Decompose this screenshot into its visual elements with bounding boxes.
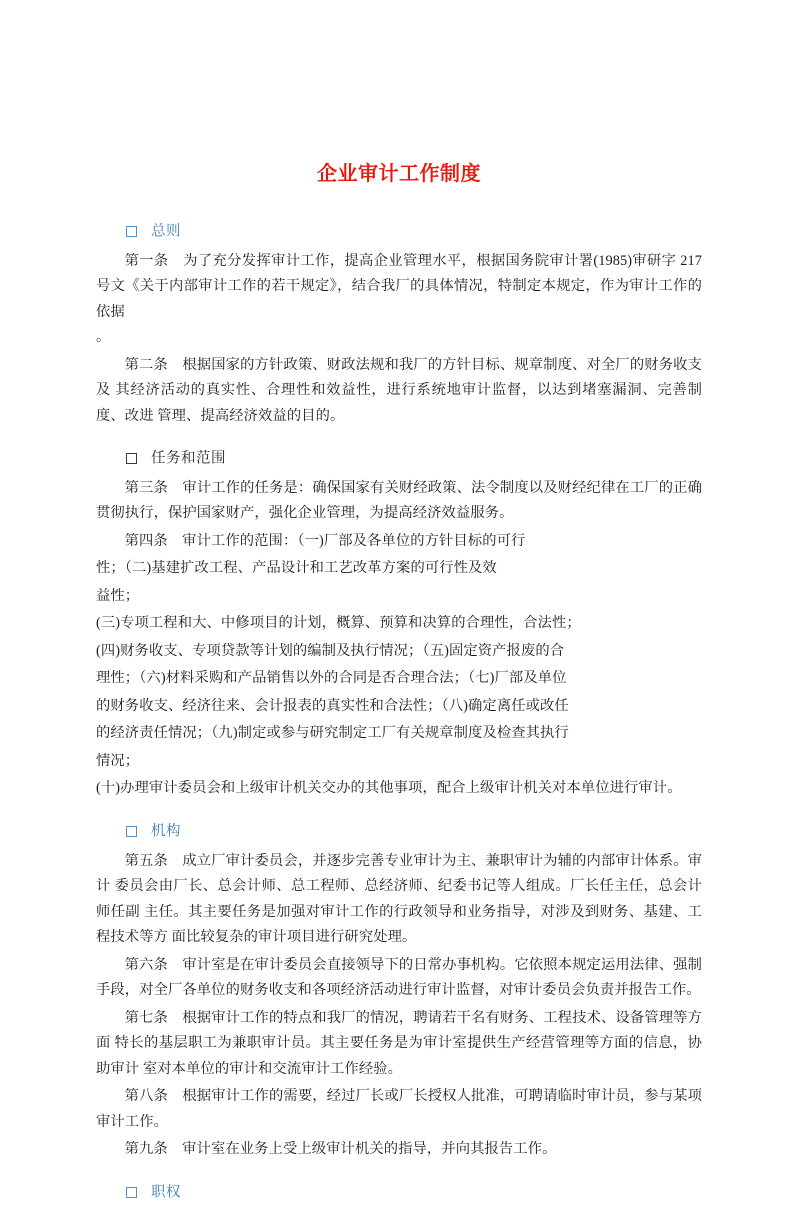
paragraph: 第一条 为了充分发挥审计工作，提高企业管理水平，根据国务院审计署(1985)审研字 217 号文《关于内部审计工作的若干规定》，结合我厂的具体情况，特制定本规定，作为审计工作的依据 — [96, 252, 702, 320]
section-heading-label: 职权 — [151, 1184, 181, 1201]
page-title: 企业审计工作制度 — [317, 161, 481, 185]
paragraph: (三)专项工程和大、中修项目的计划，概算、预算和决算的合理性，合法性； — [96, 615, 581, 632]
square-outline-icon — [126, 226, 137, 237]
section-heading-label: 机构 — [151, 823, 181, 840]
section-heading-label: 总则 — [151, 223, 181, 240]
section-jigou — [96, 820, 702, 1163]
paragraph: (四)财务收支、专项贷款等计划的编制及执行情况；（五)固定资产报废的合 — [96, 642, 565, 659]
paragraph: 第四条 审计工作的范围：（一)厂部及各单位的方针目标的可行 — [124, 532, 526, 549]
paragraph: 第六条 审计室是在审计委员会直接领导下的日常办事机构。它依照本规定运用法律、强制手段，对全厂各单位的财务收支和各项经济活动进行审计监督，对审计委员会负责并报告工作。 — [96, 956, 702, 999]
square-outline-icon — [126, 453, 137, 464]
paragraph: 。 — [96, 329, 111, 346]
section-heading-jigou — [96, 820, 702, 843]
section-zongze — [96, 220, 702, 429]
document-body — [96, 160, 702, 1209]
paragraph: 第三条 审计工作的任务是：确保国家有关财经政策、法令制度以及财经纪律在工厂的正确贯彻执行，保护国家财产，强化企业管理，为提高经济效益服务。 — [96, 479, 702, 522]
paragraph: 情况； — [96, 752, 140, 769]
section-heading-zhiquan — [96, 1181, 702, 1204]
section-heading-label: 任务和范围 — [151, 450, 226, 467]
paragraph: 的经济责任情况；（九)制定或参与研究制定工厂有关规章制度及检查其执行 — [96, 725, 569, 742]
paragraph: 第九条 审计室在业务上受上级审计机关的指导，并向其报告工作。 — [124, 1141, 557, 1158]
paragraph: 的财务收支、经济往来、会计报表的真实性和合法性；（八)确定离任或改任 — [96, 697, 569, 714]
paragraph: 第八条 根据审计工作的需要，经过厂长或厂长授权人批准，可聘请临时审计员，参与某项审计工作。 — [96, 1088, 702, 1130]
section-renwuhefanwei — [96, 447, 702, 802]
paragraph: 理性；（六)材料采购和产品销售以外的合同是否合理合法；（七)厂部及单位 — [96, 670, 567, 687]
paragraph: 第七条 根据审计工作的特点和我厂的情况，聘请若干名有财务、工程技术、设备管理等方面 特长的基层职工为兼职审计员。其主要任务是为审计室提供生产经营管理等方面的信息，协助审计 室对本单位的审计和交流审计工作经验。 — [96, 1009, 702, 1077]
paragraph: 第二条 根据国家的方针政策、财政法规和我厂的方针目标、规章制度、对全厂的财务收支及 其经济活动的真实性、合理性和效益性，进行系统地审计监督，以达到堵塞漏洞、完善制度、改进 管理、提高经济效益的目的。 — [96, 356, 702, 424]
section-zhiquan — [96, 1181, 702, 1204]
section-heading-renwuhefanwei — [96, 447, 702, 470]
square-outline-icon — [126, 826, 137, 837]
paragraph: 第五条 成立厂审计委员会，并逐步完善专业审计为主、兼职审计为辅的内部审计体系。审计 委员会由厂长、总会计师、总工程师、总经济师、纪委书记等人组成。厂长任主任，总会计师任副 主任。其主要任务是加强对审计工作的行政领导和业务指导，对涉及到财务、基建、工程技术等方 面比较复杂的审计项目进行研究处理。 — [96, 852, 702, 946]
paragraph: 性；（二)基建扩改工程、产品设计和工艺改革方案的可行性及效 — [96, 560, 497, 577]
paragraph: 益性； — [96, 587, 140, 604]
paragraph: (十)办理审计委员会和上级审计机关交办的其他事项，配合上级审计机关对本单位进行审计。 — [96, 780, 682, 797]
section-heading-zongze — [96, 220, 702, 243]
square-outline-icon — [126, 1187, 137, 1198]
